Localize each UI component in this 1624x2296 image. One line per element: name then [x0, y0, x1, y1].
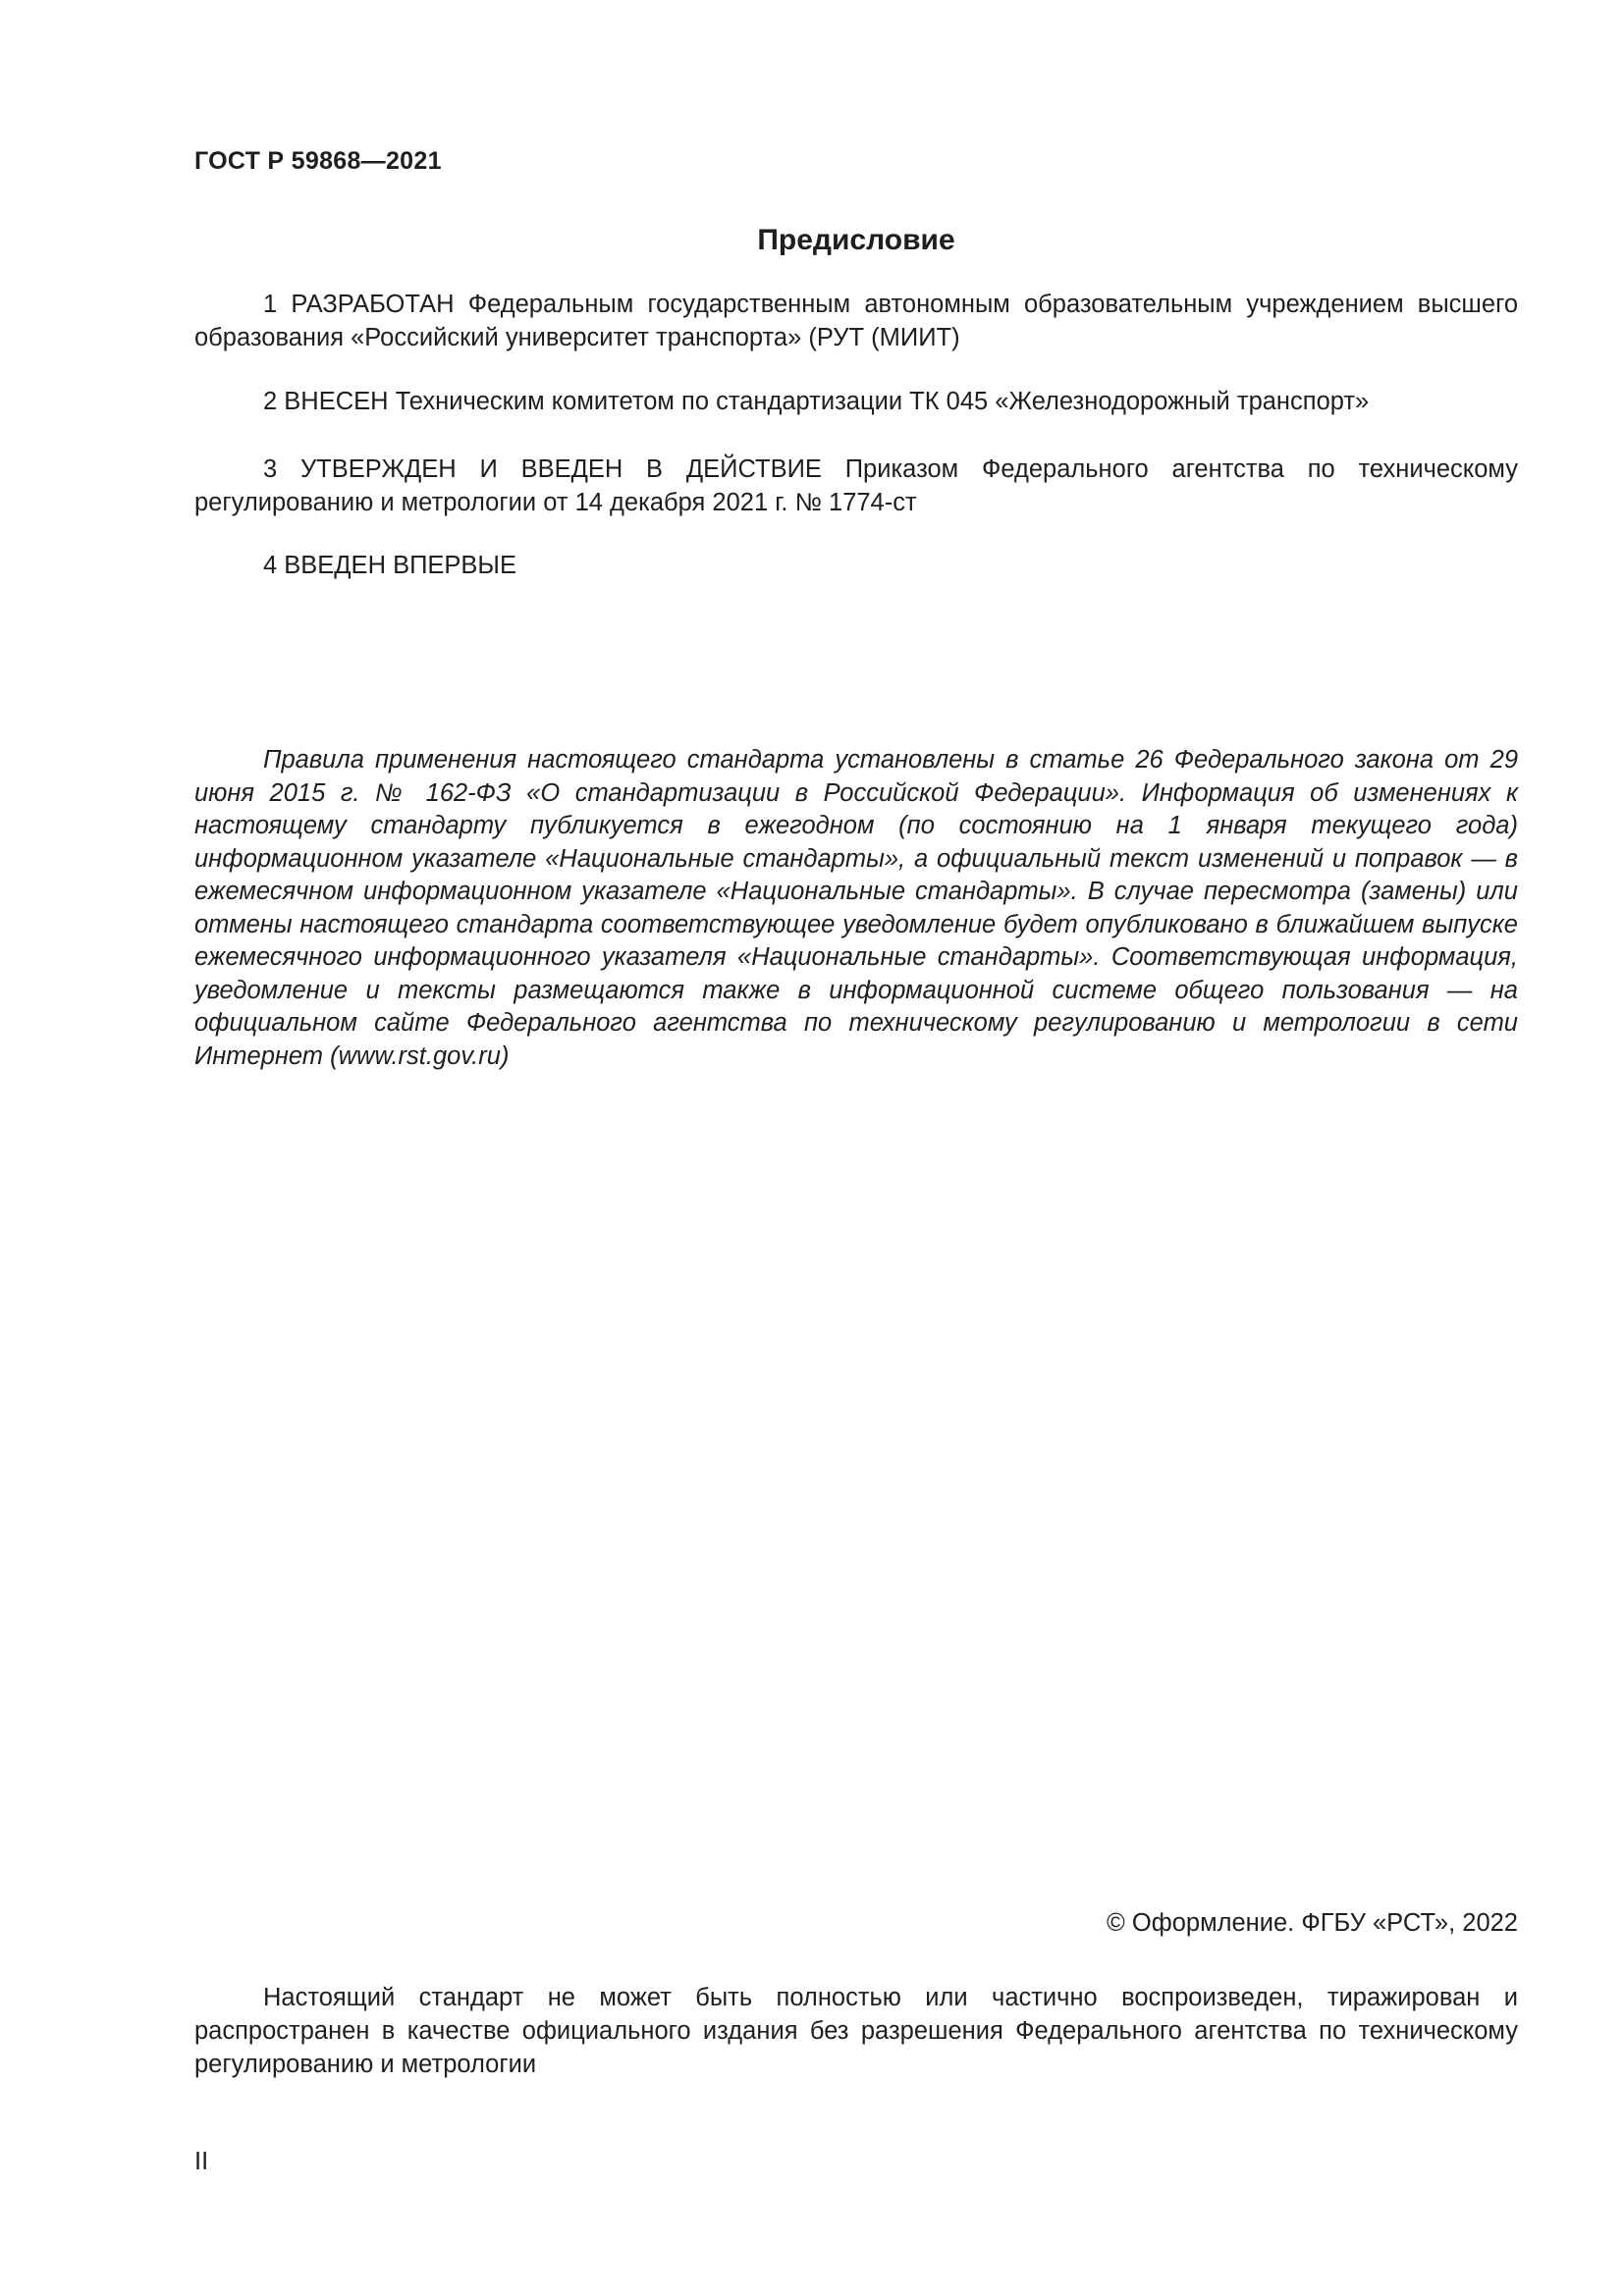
preface-item-1: 1 РАЗРАБОТАН Федеральным государственным автономным образовательным учреждением высшего образования «Российский университет транспорта» (РУТ (МИИТ) — [194, 291, 1518, 351]
preface-item-3: 3 УТВЕРЖДЕН И ВВЕДЕН В ДЕЙСТВИЕ Приказом Федерального агентства по техническому регулированию и метрологии от 14 декабря 2021 г. № 1774-ст — [194, 455, 1518, 516]
application-rules-paragraph: Правила применения настоящего стандарта установлены в статье 26 Федерального закона от 29 июня 2015 г. № 162-ФЗ «О стандартизации в Российской Федерации». Информация об изменениях к настоящему стандарту публикуется в ежегодном (по состоянию на 1 января текущего года) информационном указателе «Национальные стандарты», а официальный текст изменений и поправок — в ежемесячном информационном указателе «Национальные стандарты». В случае пересмотра (замены) или отмены настоящего стандарта соответствующее уведомление будет опубликовано в ближайшем выпуске ежемесячного информационного указателя «Национальные стандарты». Соответствующая информация, уведомление и тексты размещаются также в информационной системе общего пользования — на официальном сайте Федерального агентства по техническому регулированию и метрологии в сети Интернет (www.rst.gov.ru) — [194, 746, 1518, 1070]
document-code: ГОСТ Р 59868—2021 — [194, 147, 442, 175]
reproduction-restriction: Настоящий стандарт не может быть полностью или частично воспроизведен, тиражирован и распространен в качестве официального издания без разрешения Федерального агентства по техническому регулированию и метрологии — [194, 1984, 1518, 2078]
page-title: Предисловие — [757, 224, 955, 256]
page-number: II — [194, 2148, 209, 2175]
copyright-notice: © Оформление. ФГБУ «РСТ», 2022 — [1107, 1909, 1518, 1937]
preface-item-4: 4 ВВЕДЕН ВПЕРВЫЕ — [263, 552, 517, 579]
preface-item-2: 2 ВНЕСЕН Техническим комитетом по стандартизации ТК 045 «Железнодорожный транспорт» — [263, 388, 1370, 415]
